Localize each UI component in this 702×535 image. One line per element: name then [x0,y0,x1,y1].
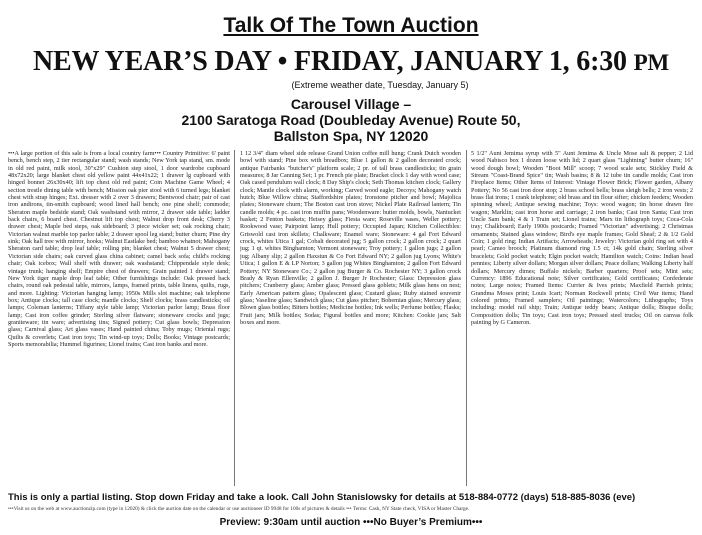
auction-date-text: NEW YEAR’S DAY • FRIDAY, JANUARY 1, 6:30 [33,46,627,77]
listing-column-3: 5 1/2" Aunt Jemima syrup with 5" Aunt Jemima & Uncle Mose salt & pepper; 2 Lid wood Nabisco box 1 dozen loose with lid; 2 quart glass "Lightning" butter churn; 16" wood dough bowl; Wooden "Boot Mill" scoop; 7 wood scale sets; Stickley Field & Stream "Coast-Brand Spice" tin; Wash basins; 8 & 12 tube tin candle molds; Cast iron Fireplace Items; Other Items of Interest: Vintage Flower Brick; Flower garden, Albany Pottery; No 56 cast iron door stop; 2 brass school bells; brass sleigh bells; 2 iron vests; 2 brass flat irons; 1 crank telephone; old brass and tin flour sifter; chicken feeders; Wooden spinning wheel; Antique sewing machine; Toys: wood wagon; tin horse drawn fire wagon; Marklin; cast iron horse and carriage; 2 iron banks; Cast iron Santa; Cast iron Uncle Sam bank; 4 & 1 Train set; Lionel trains; Marx tin lithograph toys; Coca-Cola tray; Chalkboard; Early 1900s postcards; Framed "Victorian" advertising; 2 Christmas ornaments; Stained glass window; Bird's eye maple frames; Gold Sheaf; 2 & 1/2 Gold Coin; 1 gold ring; Indian Artifacts; Arrowheads; Jewelry: Victorian gold ring set with 4 pearl; Cameo brooch; Platinum diamond ring 1.5 ct; 14k gold chain; Sterling silver bracelets; Gold pocket watch; Elgin pocket watch; Hamilton watch; Coins: Indian head pennies; Liberty silver dollars; Morgan silver dollars; Peace dollars; Walking Liberty half dollars; Mercury dimes; Buffalo nickels; Barber quarters; Proof sets; Mint sets; Currency: 1896 Educational note; Silver certificates; Gold certificates; Confederate notes; Large notes; Framed Items: Currier & Ives prints; Maxfield Parrish prints; Grandma Moses print; Louis Icart; Norman Rockwell prints; Civil War items; Hand colored prints; Framed samplers; Oil paintings; Watercolors; Lithographs; Toys including: model rail ship; Train; Antique teddy bears; Antique dolls; Bisque dolls; Composition dolls; Tin toys; Cast iron toys; Pressed steel trucks; Oil on canvas folk painting by G Cameron. [471,150,693,326]
venue-name: Carousel Village – [290,96,412,112]
venue-address [0,96,702,144]
column-divider [234,150,235,486]
terms-fine-print: •••Visit us on the web at www.auctionzip.com (type in 12020) & click the auction date on the calendar or use auctioneer ID 9948 for 100s of pictures & details ••• Terms: Cash, NY State check, VISA or Master Charge. [8,506,470,512]
partial-listing-note: This is only a partial listing. Stop down Friday and take a look. Call John Stanislowsky for details at 518-884-0772 (days) 518-885-8036 (eve) [8,492,636,503]
venue-city: Ballston Spa, NY 12020 [273,128,429,144]
listing-column-2: 1 12 3/4" diam wheel side release Grand Union coffee mill hung; Crank Dutch wooden bowl with stand; Pine box with breadbox; Blue 1 gallon & 2 gallon decorated crock; antique Fairbanks "butcher's" platform scale; 2 pr. of tall brass candlesticks; tin grain measures; 8 Jar Canning Set; 1 pr. French pie plate; Bracket clock 1 day with wood case; Oak cased pendulum wall clock; 8 Day Ship's clock; Seth Thomas kitchen clock; Gallery clock; Mantle clock with alarm, working; Carved wood eagle; Decoys; Mahogany watch hutch; Blue Willow china; Staffordshire plates; Ironstone pitcher and bowl; Majolica plates; Stoneware churn; The Boston cast iron stove; Nickel Plate Railroad lantern; Tin candle molds; 4 pc. cast iron muffin pans; Woodenware: butter molds, bowls, Nantucket basket; 2 Fenton baskets; Heisey glass; Fiesta ware; Roseville vases, Weller pottery; Rookwood vase; Pairpoint lamp; Hull pottery; Occupied Japan; Kitchen Collectibles: Griswold cast iron skillets; Chalkware; Enamel ware; Stoneware: 4 gal Fort Edward crock, whites Utica 1 gal; Cobalt decorated jug; 5 gallon crock; 2 gallon crock; 2 quart jug; 1 qt. whites Binghamton; Vermont stoneware; Troy pottery; 1 gallon jugs; 2 gallon jug; Albany slip; 2 gallon Haxstun & Co Fort Edward NY; 2 gallon jug Lyons; White's Utica; 1 gallon E & LP Norton; 3 gallon jug Whites Binghamton; 2 gallon Fort Edward Pottery; NY Stoneware Co.; 2 gallon jug Burger & Co. Rochester NY; 3 gallon crock Brady & Ryan Ellenville; 2 gallon J. Burger Jr Rochester; Glass: Depression glass pitchers; Cranberry glass; Amber glass; Pressed glass goblets; Milk glass hens on nest; Early American pattern glass; Opalescent glass; Custard glass; Ruby stained souvenir glass; Vaseline glass; Sandwich glass; Cut glass pitcher; Bohemian glass; Mercury glass; Blown glass bottles; Bitters bottles; Medicine bottles; Ink wells; Perfume bottles; Flasks; Fruit jars; Milk bottles; Sodas; Figural bottles and more; Kitchen: Cookie jars; Salt boxes and more. [240,150,461,326]
auction-date-headline [0,46,702,78]
listing-column-1: •••A large portion of this sale is from a local country farm••• Country Primitive: 6' paint bench, bench step, 2 tier rectangular stand; wash stands; New York tap stand, sm. mode in old red paint, milk stool, 30"x29" Cushion step stool, 1 door wardrobe cupboard 48x72x20; large blanket chest old yellow paint 44x41x22; 1 drawer lg cupboard with hinged bonnet 26x30x40; lift top chest old red paint; Coin Machine Game Wheel; 4 section trestle dining table with bench; Mission oak pier stool with 6 turned legs; blanket chest with strap hinges; Ext. dresser with 2 over 3 drawers; Bentwood chair; pair of cast iron andirons, tin-smith cupboard; wood lined hall bench; one pine shelf; commode; Sheraton maple bedside stand; Oak washstand with mirror, 2 drawer side table; ladder back chairs, 6 board chest. Chestnut lift top chest; Walnut drop front desk; Cherry 3 drawer chest; Maple bed steps, oak sideboard; 3 piece wicker set; oak rocking chair; Victorian walnut marble top parlor table; 2 drawer spool leg stand; butter churn; Pine dry sink; Oak hall tree with mirror, hooks; Walnut Eastlake bed; bamboo whatnot; Mahogany Sheraton card table; drop leaf table; rolling pin; blanket chest; Walnut 5 drawer chest; Victorian side chairs; oak curved glass china cabinet; camel back sofa; child's rocking chair; Oak icebox; Wall shelf with drawer; oak washstand; Chippendale style desk; vintage trunk; hanging shelf; Empire chest of drawers; Grain painted 1 drawer stand; New York tiger maple drop leaf table; Other furnishings include: Oak pressed back chairs, round oak pedestal table, mirrors, lamps, framed prints, table linens, quilts, rugs, and more. Lighting: Victorian hanging lamp; 1950s Mills slot machine; oak telephone box; Antique clocks; tall case clock; mantle clocks; Shelf clocks; brass candlesticks; oil lamps; Coleman lanterns; Tiffany style table lamp; Victorian parlor lamp; Brass floor lamp; Cast iron coffee grinder; Sterling silver flatware; stoneware crocks and jugs; graniteware; tin ware; advertising tins; Signed pottery; Cut glass bowls; Depression glass; Carnival glass; Art glass vases; Hand painted china; Toby mugs; Oriental rugs; Quilts & coverlets; Cast iron toys; Tin wind-up toys; Dolls; Books; Vintage postcards; Sports memorabilia; Hummel figurines; Lionel trains; Cast iron banks and more. [8,150,230,348]
preview-line: Preview: 9:30am until auction •••No Buyer’s Premium••• [219,517,483,528]
auction-time-suffix: PM [633,50,669,75]
venue-street: 2100 Saratoga Road (Doubleday Avenue) Route 50, [181,112,521,128]
auction-house-title: Talk Of The Town Auction [223,14,479,37]
weather-date-note: (Extreme weather date, Tuesday, January 5) [291,80,469,90]
column-divider [466,150,467,486]
